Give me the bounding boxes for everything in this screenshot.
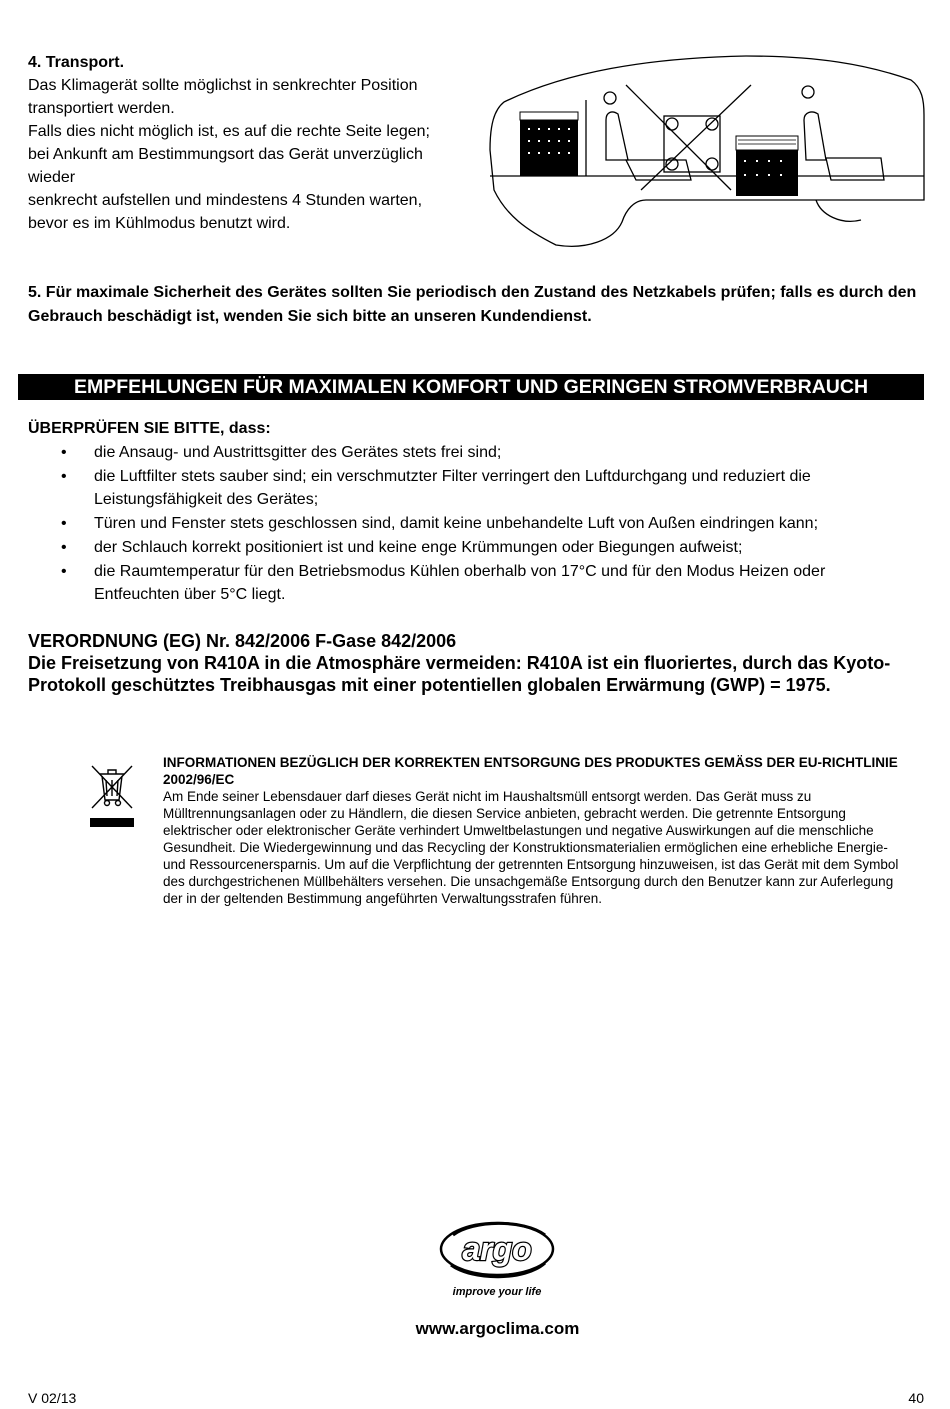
bullet: • bbox=[61, 539, 67, 556]
website-link[interactable]: www.argoclima.com bbox=[415, 1319, 580, 1338]
regulation-title: VERORDNUNG (EG) Nr. 842/2006 F-Gase 842/2006 bbox=[28, 631, 457, 651]
version-label: V 02/13 bbox=[28, 1390, 77, 1406]
bullet: • bbox=[61, 563, 67, 580]
svg-text:improve your life: improve your life bbox=[452, 1286, 542, 1298]
list-item-text: der Schlauch korrekt positioniert ist und keine enge Krümmungen oder Biegungen aufweist; bbox=[94, 539, 743, 556]
safety-note: 5. Für maximale Sicherheit des Gerätes sollten Sie periodisch den Zustand des Netzkabels prüfen; falls es durch den Gebrauch beschädigt ist, wenden Sie sich bitte an unseren Kundendienst. bbox=[28, 284, 917, 325]
list-item bbox=[28, 465, 908, 511]
list-item-text: die Raumtemperatur für den Betriebsmodus Kühlen oberhalb von 17°C und für den Modus Heizen oder Entfeuchten über 5°C liegt. bbox=[94, 563, 826, 603]
section-banner: EMPFEHLUNGEN FÜR MAXIMALEN KOMFORT UND GERINGEN STROMVERBRAUCH bbox=[18, 374, 924, 400]
list-item bbox=[28, 560, 908, 606]
list-item-text: die Luftfilter stets sauber sind; ein verschmutzter Filter verringert den Luftdurchgang und reduziert die Leistungsfähigkeit des Gerätes; bbox=[94, 468, 811, 508]
transport-line: bevor es im Kühlmodus benutzt wird. bbox=[28, 215, 291, 232]
disposal-title: INFORMATIONEN BEZÜGLICH DER KORREKTEN ENTSORGUNG DES PRODUKTES GEMÄSS DER EU-RICHTLINIE 2002/96/EC bbox=[163, 755, 898, 787]
bullet: • bbox=[61, 515, 67, 532]
list-item-text: Türen und Fenster stets geschlossen sind, damit keine unbehandelte Luft von Außen eindringen kann; bbox=[94, 515, 819, 532]
argo-logo bbox=[433, 1215, 563, 1300]
checklist bbox=[28, 441, 908, 607]
page-number: 40 bbox=[908, 1390, 924, 1406]
regulation-block bbox=[28, 630, 928, 696]
transport-line: transportiert werden. bbox=[28, 100, 175, 117]
transport-text bbox=[28, 74, 468, 235]
transport-line: Falls dies nicht möglich ist, es auf die rechte Seite legen; bbox=[28, 123, 430, 140]
checklist-heading: ÜBERPRÜFEN SIE BITTE, dass: bbox=[28, 420, 271, 437]
transport-line: senkrecht aufstellen und mindestens 4 Stunden warten, bbox=[28, 192, 423, 209]
bullet: • bbox=[61, 468, 67, 485]
transport-title: 4. Transport. bbox=[28, 54, 125, 71]
list-item bbox=[28, 512, 908, 535]
transport-line: bei Ankunft am Bestimmungsort das Gerät unverzüglich bbox=[28, 146, 423, 163]
crossed-out-bin-icon bbox=[88, 760, 136, 830]
transport-line: Das Klimagerät sollte möglichst in senkrechter Position bbox=[28, 77, 418, 94]
svg-text:argo: argo bbox=[462, 1231, 532, 1267]
bullet: • bbox=[61, 444, 67, 461]
car-transport-illustration bbox=[486, 40, 926, 250]
transport-line: wieder bbox=[28, 169, 76, 186]
list-item bbox=[28, 536, 908, 559]
regulation-text: Die Freisetzung von R410A in die Atmosphäre vermeiden: R410A ist ein fluoriertes, durch das Kyoto-Protokoll geschütztes Treibhausgas mit einer potentiellen globalen Erwärmung (GWP) = 1975. bbox=[28, 653, 891, 695]
list-item-text: die Ansaug- und Austrittsgitter des Gerätes stets frei sind; bbox=[94, 444, 502, 461]
list-item bbox=[28, 441, 908, 464]
disposal-text: Am Ende seiner Lebensdauer darf dieses Gerät nicht im Haushaltsmüll entsorgt werden. Das Gerät muss zu Mülltrennungsanlagen oder zu Händlern, die diesen Service anbieten, gebracht werden. Die getrennte Entsorgung elektrischer oder elektronischer Geräte verhindert Umweltbelastungen und negative Auswirkungen auf die menschliche Gesundheit. Die Wiedergewinnung und das Recycling der Konstruktionsmaterialien ermöglichen eine erhebliche Energie- und Ressourcenersparnis. Um auf die Verpflichtung der getrennten Entsorgung hinzuweisen, ist das Gerät mit dem Symbol des durchgestrichenen Müllbehälters versehen. Die unsachgemäße Entsorgung durch den Benutzer kann zur Auferlegung der in der geltenden Bestimmung angeführten Verwaltungsstrafen führen. bbox=[163, 789, 899, 906]
